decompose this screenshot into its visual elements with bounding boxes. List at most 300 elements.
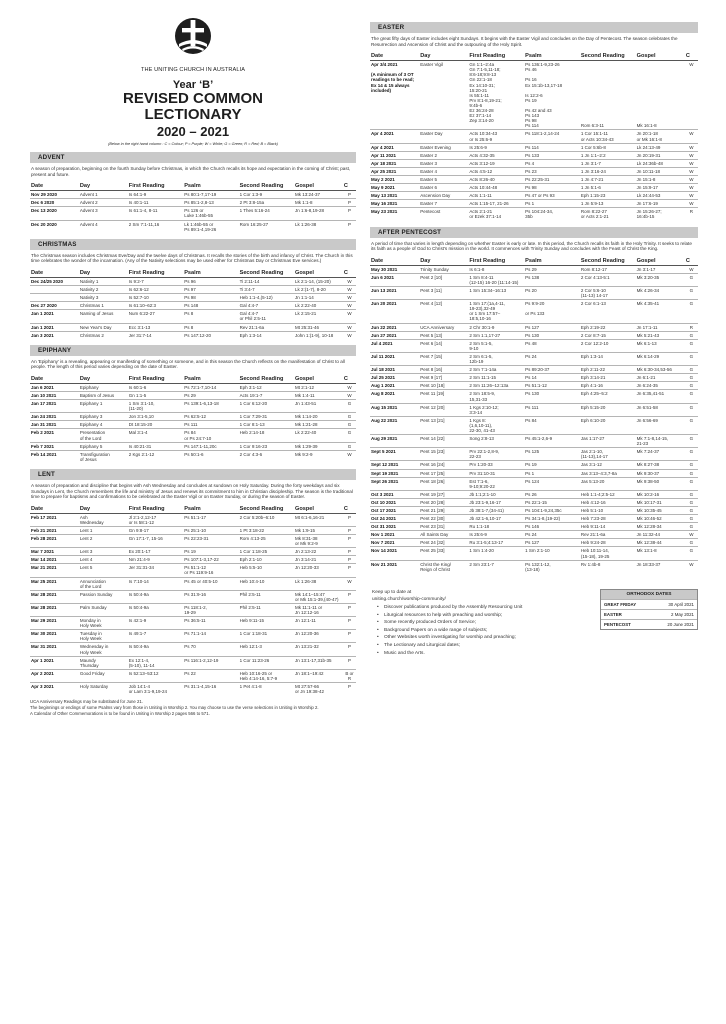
psalm-cell: Ps 9:9-20 or Ps 133 bbox=[524, 300, 580, 323]
first-reading-cell: Ecc 3:1-13 bbox=[128, 323, 183, 331]
column-header-colour: C bbox=[685, 256, 698, 266]
first-reading-cell: Prv 22:1-2,8-9, 22-23 bbox=[468, 448, 524, 461]
colour-cell: W bbox=[685, 151, 698, 159]
psalm-cell: Ps 31:9-16 bbox=[183, 590, 238, 603]
table-row bbox=[30, 310, 356, 323]
colour-cell: W bbox=[343, 286, 356, 294]
second-reading-cell: Gal 4:4-7 or Phil 2:5-11 bbox=[239, 310, 294, 323]
orthodox-row bbox=[601, 599, 697, 609]
gospel-cell: Mk 10:2-16 bbox=[636, 490, 685, 498]
colour-cell: W bbox=[685, 143, 698, 151]
psalm-cell: Ps 114 bbox=[524, 143, 580, 151]
lent-table bbox=[30, 504, 356, 696]
first-reading-cell: Jb 38:1-7,(34-41) bbox=[468, 507, 524, 515]
psalm-cell: Ps 70 bbox=[183, 643, 238, 656]
day-cell: Pent 2 [10] bbox=[419, 273, 468, 286]
day-cell: Pentecost bbox=[419, 208, 468, 221]
psalm-cell: Ps 146 bbox=[524, 523, 580, 531]
day-cell: Advent 3 bbox=[79, 207, 128, 220]
psalm-cell: Ps 85:1-2,8-13 bbox=[183, 199, 238, 207]
date-cell: Oct 10 2021 bbox=[370, 498, 419, 506]
resources-list bbox=[372, 604, 587, 657]
date-cell: Nov 7 2021 bbox=[370, 539, 419, 547]
psalm-cell: Ps 8 bbox=[183, 323, 238, 331]
first-reading-cell: Song 2:8-13 bbox=[468, 435, 524, 448]
day-cell: Pent 13 [21] bbox=[419, 416, 468, 434]
gospel-cell: Lk 2:22-40 bbox=[294, 429, 343, 442]
table-header-row bbox=[370, 256, 698, 266]
psalm-cell: Ps 1 bbox=[524, 469, 580, 477]
day-cell: Pent 8 [16] bbox=[419, 366, 468, 374]
first-reading-cell: Dt 18:15-20 bbox=[128, 421, 183, 429]
day-cell: Ascension Day bbox=[419, 192, 468, 200]
second-reading-cell: Eph 3:14-21 bbox=[580, 374, 636, 382]
first-reading-cell: Is 49:1-7 bbox=[128, 630, 183, 643]
psalm-cell: Ps 130 bbox=[524, 331, 580, 339]
day-cell: Pent 4 [12] bbox=[419, 300, 468, 323]
date-cell: Jan 6 2021 bbox=[30, 383, 79, 391]
column-header-gospel: Gospel bbox=[294, 374, 343, 384]
gospel-cell: Mk 5:21-43 bbox=[636, 331, 685, 339]
date-cell: May 2 2021 bbox=[370, 175, 419, 183]
table-row bbox=[30, 191, 356, 199]
first-reading-cell: Is 50:4-9a bbox=[128, 603, 183, 616]
first-reading-cell: Est 7:1-6, 9-10;9:20-22 bbox=[468, 477, 524, 490]
second-reading-cell: 2 Cor 12:2-10 bbox=[580, 339, 636, 352]
year-range: 2020 – 2021 bbox=[156, 124, 230, 139]
column-header-gospel: Gospel bbox=[294, 268, 343, 278]
gospel-cell: Mk 7:24-37 bbox=[636, 448, 685, 461]
day-cell: Pent 22 [30] bbox=[419, 515, 468, 523]
colour-legend: (Below in the right hand column : C = Colour; P = Purple; W = White; G = Green; R = Red; B = Black) bbox=[108, 142, 278, 146]
colour-cell: G bbox=[343, 400, 356, 413]
date-cell: Jan 31 2021 bbox=[30, 421, 79, 429]
gospel-cell: Mk 9:38-50 bbox=[636, 477, 685, 490]
second-reading-cell: Ti 2:11-14 bbox=[239, 277, 294, 285]
second-reading-cell: Heb 2:14-18 bbox=[239, 429, 294, 442]
second-reading-cell: Rom 8:12-17 bbox=[580, 265, 636, 273]
resource-list-item: • The Lectionary and Liturgical dates; bbox=[384, 642, 587, 650]
psalm-cell: Ps 132:1-12, (13-18) bbox=[524, 560, 580, 573]
first-reading-cell: Is 64:1-9 bbox=[128, 191, 183, 199]
date-cell: Feb 7 2021 bbox=[30, 442, 79, 450]
second-reading-cell: 1 Pt 3:18-22 bbox=[239, 526, 294, 534]
gospel-cell: Lk 1:26-38 bbox=[294, 220, 343, 233]
second-reading-cell: 1 Cor 15:1-11 or Acts 10:34-43 bbox=[580, 130, 636, 143]
table-header-row bbox=[30, 268, 356, 278]
psalm-cell: Ps 98 bbox=[524, 184, 580, 192]
page-title-line2: LECTIONARY bbox=[144, 106, 242, 123]
psalm-cell: Ps 4 bbox=[524, 159, 580, 167]
colour-cell: W bbox=[343, 294, 356, 302]
column-header-first-reading: First Reading bbox=[128, 181, 183, 191]
first-reading-cell: Acts 4:32-35 bbox=[468, 151, 524, 159]
first-reading-cell: 1 Kgs 8: (1,6,10-11), 22-30, 41-43 bbox=[468, 416, 524, 434]
psalm-cell: Ps 84 or Ps 24:7-10 bbox=[183, 429, 238, 442]
gospel-cell: Jn 6:56-69 bbox=[636, 416, 685, 434]
date-cell: Aug 29 2021 bbox=[370, 435, 419, 448]
day-cell: Pent 3 [11] bbox=[419, 287, 468, 300]
colour-cell: G bbox=[685, 507, 698, 515]
table-row bbox=[30, 391, 356, 399]
first-reading-cell: Is 40:21-31 bbox=[128, 442, 183, 450]
day-cell: Pent 24 [32] bbox=[419, 539, 468, 547]
page-title-line1: REVISED COMMON bbox=[122, 90, 263, 107]
column-header-date: Date bbox=[370, 51, 419, 61]
gospel-cell: Mk 3:20-35 bbox=[636, 273, 685, 286]
gospel-cell: Mk 6:30-34,53-56 bbox=[636, 366, 685, 374]
gospel-cell: Mk 6:1-13 bbox=[636, 339, 685, 352]
table-row bbox=[30, 207, 356, 220]
colour-cell: W bbox=[343, 391, 356, 399]
date-cell: Dec 6 2020 bbox=[30, 199, 79, 207]
date-cell: Nov 21 2021 bbox=[370, 560, 419, 573]
epiphany-table bbox=[30, 374, 356, 463]
table-row bbox=[370, 143, 698, 151]
date-cell: Aug 1 2021 bbox=[370, 382, 419, 390]
gospel-cell: Mk 9:30-37 bbox=[636, 469, 685, 477]
first-reading-cell: Acts 8:26-40 bbox=[468, 175, 524, 183]
colour-cell: G bbox=[685, 287, 698, 300]
column-header-day: Day bbox=[419, 256, 468, 266]
day-cell: Epiphany 1 bbox=[79, 400, 128, 413]
first-reading-cell: Mal 3:1-4 bbox=[128, 429, 183, 442]
orthodox-dates-box bbox=[600, 589, 698, 630]
colour-cell: W bbox=[343, 577, 356, 590]
footer-link[interactable]: uniting.church/worship-community/ bbox=[372, 597, 446, 603]
psalm-cell: Ps 147:12-20 bbox=[183, 331, 238, 339]
table-row bbox=[370, 287, 698, 300]
day-cell: Wednesday in Holy Week bbox=[79, 643, 128, 656]
day-cell: Pent 12 [20] bbox=[419, 403, 468, 416]
gospel-cell: Jn 13:1-17,31b-35 bbox=[294, 656, 343, 669]
table-row bbox=[30, 556, 356, 564]
date-cell: Nov 1 2021 bbox=[370, 531, 419, 539]
second-reading-cell: 2 Cor 5:20b–6:10 bbox=[239, 513, 294, 526]
gospel-cell: Mk 6:14-29 bbox=[636, 352, 685, 365]
gospel-cell: Lk 2:1-14, (15-20) bbox=[294, 277, 343, 285]
colour-cell: G bbox=[685, 382, 698, 390]
colour-cell: G bbox=[343, 421, 356, 429]
psalm-cell: Ps 22:25-31 bbox=[524, 175, 580, 183]
psalm-cell: Ps 84 bbox=[524, 416, 580, 434]
colour-cell: W bbox=[343, 302, 356, 310]
note-2: The beginnings or endings of some Psalms vary from those in Uniting in Worship 2. You may choose to use the verse selections in Uniting in Worship 2. bbox=[30, 705, 319, 711]
first-reading-cell: Acts 2:1-21 or Ezek 37:1-14 bbox=[468, 208, 524, 221]
column-header-first-reading: First Reading bbox=[128, 504, 183, 514]
colour-cell: W bbox=[343, 310, 356, 323]
resource-list-item: • Liturgical resources to help with preaching and worship; bbox=[384, 612, 587, 620]
date-cell: Sept 26 2021 bbox=[370, 477, 419, 490]
advent-heading: ADVENT bbox=[30, 152, 356, 163]
table-header-row bbox=[370, 51, 698, 61]
psalm-cell: Lk 1:46b-55 or Ps 89:1-4,19-26 bbox=[183, 220, 238, 233]
gospel-cell: Mk 12:28-34 bbox=[636, 523, 685, 531]
second-reading-cell: Phil 2:5-11 bbox=[239, 603, 294, 616]
first-reading-cell: 1 Sm 3:1-10, (11-20) bbox=[128, 400, 183, 413]
gospel-cell: Lk 24:13-49 bbox=[636, 143, 685, 151]
table-row bbox=[370, 498, 698, 506]
first-reading-cell: 1 Sm 8:4-11 (12-15) 16-20 (11:14-15) bbox=[468, 273, 524, 286]
gospel-cell: Mt 27:57-66 or Jn 19:38-42 bbox=[294, 683, 343, 696]
colour-cell: P bbox=[343, 513, 356, 526]
colour-cell: G bbox=[685, 448, 698, 461]
day-cell: Easter 4 bbox=[419, 167, 468, 175]
gospel-cell: Mt 25:31-46 bbox=[294, 323, 343, 331]
colour-cell: P bbox=[343, 207, 356, 220]
date-cell: Mar 7 2021 bbox=[30, 548, 79, 556]
psalm-cell: Ps 127 bbox=[524, 539, 580, 547]
table-row bbox=[370, 352, 698, 365]
first-reading-cell: Is 61:10–62:3 bbox=[128, 302, 183, 310]
date-cell: Feb 14 2021 bbox=[30, 450, 79, 463]
second-reading-cell: 1 Cor 1:3-9 bbox=[239, 191, 294, 199]
advent-table bbox=[30, 181, 356, 233]
table-row bbox=[370, 331, 698, 339]
date-cell: Jan 10 2021 bbox=[30, 391, 79, 399]
table-row bbox=[30, 617, 356, 630]
table-row bbox=[370, 416, 698, 434]
first-reading-cell: Is 9:2-7 bbox=[128, 277, 183, 285]
second-reading-cell: Eph 3:1-12 bbox=[239, 383, 294, 391]
colour-cell: P bbox=[343, 603, 356, 616]
column-header-colour: C bbox=[343, 268, 356, 278]
date-cell: Sept 19 2021 bbox=[370, 469, 419, 477]
psalm-cell: Ps 125 bbox=[524, 448, 580, 461]
day-cell: Pent 6 [14] bbox=[419, 339, 468, 352]
column-header-date: Date bbox=[370, 256, 419, 266]
day-cell: Ash Wednesday bbox=[79, 513, 128, 526]
uniting-church-logo-icon bbox=[173, 16, 213, 56]
date-cell: Oct 17 2021 bbox=[370, 507, 419, 515]
psalm-cell: Ps 104:24-34, 35b bbox=[524, 208, 580, 221]
second-reading-cell: Eph 1:15-23 bbox=[580, 192, 636, 200]
date-cell: Feb 28 2021 bbox=[30, 534, 79, 547]
second-reading-cell: Acts 19:1-7 bbox=[239, 391, 294, 399]
psalm-cell: Ps 45:1-2,6-9 bbox=[524, 435, 580, 448]
psalm-cell: Ps 80:1-7,17-19 bbox=[183, 191, 238, 199]
gospel-cell: Mk 16:1-8 bbox=[636, 61, 685, 130]
gospel-cell: Mk 7:1-8,14-15, 21-23 bbox=[636, 435, 685, 448]
first-reading-cell: Is 52:13–53:12 bbox=[128, 669, 183, 682]
first-reading-cell: Acts 4:5-12 bbox=[468, 167, 524, 175]
second-reading-cell: Eph 5:15-20 bbox=[580, 403, 636, 416]
second-reading-cell: Jas 5:13-20 bbox=[580, 477, 636, 490]
first-reading-cell: 2 Sm 11:1-15 bbox=[468, 374, 524, 382]
colour-cell: W bbox=[685, 167, 698, 175]
column-header-psalm: Psalm bbox=[524, 51, 580, 61]
psalm-cell: Ps 133 bbox=[524, 151, 580, 159]
psalm-cell: Ps 130 bbox=[524, 390, 580, 403]
gospel-cell: Jn 12:20-33 bbox=[294, 564, 343, 577]
day-cell: Easter Evening bbox=[419, 143, 468, 151]
gospel-cell: Mk 10:46-52 bbox=[636, 515, 685, 523]
second-reading-cell: Eph 1:3-14 bbox=[239, 331, 294, 339]
colour-cell: G bbox=[685, 352, 698, 365]
date-cell: May 23 2021 bbox=[370, 208, 419, 221]
table-row bbox=[370, 374, 698, 382]
note-1: UCA Anniversary Readings may be substituted for June 21. bbox=[30, 699, 143, 705]
second-reading-cell: 1 Jn 5:1-6 bbox=[580, 184, 636, 192]
after-pentecost-description: A period of time that varies in length depending on whether Easter is early or late. In this period, the Church recalls its faith in the Holy Trinity. It seeks to relate its faith as a people of God to Christ's mission in the world. It commences with Trinity Sunday and concludes with the Feast of Christ the King. bbox=[371, 240, 692, 252]
first-reading-cell: Jon 3:1-5,10 bbox=[128, 413, 183, 421]
date-cell: Mar 14 2021 bbox=[30, 556, 79, 564]
date-cell: Dec 13 2020 bbox=[30, 207, 79, 220]
colour-cell: G bbox=[685, 339, 698, 352]
day-cell: Advent 4 bbox=[79, 220, 128, 233]
column-header-second-reading: Second Reading bbox=[580, 256, 636, 266]
second-reading-cell: Jas 2:1-10, (11-13),14-17 bbox=[580, 448, 636, 461]
day-cell: Easter Vigil bbox=[419, 61, 468, 130]
colour-cell: P bbox=[343, 683, 356, 696]
date-cell: Mar 28 2021 bbox=[30, 590, 79, 603]
table-row bbox=[370, 339, 698, 352]
gospel-cell: Jn 15:1-8 bbox=[636, 175, 685, 183]
gospel-cell: Jn 6:51-58 bbox=[636, 403, 685, 416]
date-cell: Jun 6 2021 bbox=[370, 273, 419, 286]
table-row bbox=[30, 669, 356, 682]
first-reading-cell: Is 7:10-14 bbox=[128, 577, 183, 590]
day-cell: Easter 7 bbox=[419, 200, 468, 208]
date-cell: Oct 3 2021 bbox=[370, 490, 419, 498]
day-cell: Pent 14 [22] bbox=[419, 435, 468, 448]
table-row bbox=[370, 130, 698, 143]
psalm-cell: Ps 118:1-2,14-24 bbox=[524, 130, 580, 143]
table-row bbox=[30, 383, 356, 391]
psalm-cell: Ps 24 bbox=[524, 531, 580, 539]
day-cell: Pent 20 [28] bbox=[419, 498, 468, 506]
gospel-cell: Jn 6:35,41-51 bbox=[636, 390, 685, 403]
first-reading-cell: Jer 31:31-34 bbox=[128, 564, 183, 577]
colour-cell: P bbox=[343, 656, 356, 669]
psalm-cell: Ps 50:1-6 bbox=[183, 450, 238, 463]
right-column bbox=[370, 16, 698, 699]
table-row bbox=[370, 390, 698, 403]
date-cell: Apr 3 2021 bbox=[30, 683, 79, 696]
date-cell: Jun 27 2021 bbox=[370, 331, 419, 339]
table-row bbox=[30, 603, 356, 616]
psalm-cell: Ps 148 bbox=[183, 302, 238, 310]
psalm-cell: Ps 104:1-9,24,35c bbox=[524, 507, 580, 515]
second-reading-cell: Rom 8:22-27 or Acts 2:1-21 bbox=[580, 208, 636, 221]
first-reading-cell: 1 Sm 17:(1a,4-11, 19-23),32-49 or 1 Sm 17:57– 18:5,10-16 bbox=[468, 300, 524, 323]
second-reading-cell: Heb 5:5-10 bbox=[239, 564, 294, 577]
colour-cell: W bbox=[685, 61, 698, 130]
epiphany-description: An 'Epiphany' is a revealing, appearing or manifesting of something or someone, and in this season the Church reflects on the manifestation of Christ to all people. The length of this period varies depending on the date of Easter. bbox=[31, 358, 345, 370]
colour-cell: W bbox=[343, 450, 356, 463]
gospel-cell: Lk 2:15-21 bbox=[294, 310, 343, 323]
gospel-cell: Jn 13:21-32 bbox=[294, 643, 343, 656]
table-row bbox=[370, 200, 698, 208]
first-reading-cell: Ex 12:1-4, (5-10), 11-14 bbox=[128, 656, 183, 669]
date-cell: Aug 15 2021 bbox=[370, 403, 419, 416]
gospel-cell: Mk 1:1-8 bbox=[294, 199, 343, 207]
colour-cell: P bbox=[343, 534, 356, 547]
first-reading-cell: Jer 31:7-14 bbox=[128, 331, 183, 339]
column-header-second-reading: Second Reading bbox=[239, 181, 294, 191]
colour-cell: G bbox=[685, 469, 698, 477]
after-pentecost-table bbox=[370, 256, 698, 573]
gospel-cell: Mk 13:1-8 bbox=[636, 547, 685, 560]
table-row bbox=[30, 413, 356, 421]
date-cell bbox=[30, 286, 79, 294]
date-cell: Apr 4 2021 bbox=[370, 130, 419, 143]
table-row bbox=[30, 294, 356, 302]
first-reading-cell: 1 Sm 15:34–16:13 bbox=[468, 287, 524, 300]
table-row bbox=[370, 560, 698, 573]
date-cell: Jan 17 2021 bbox=[30, 400, 79, 413]
table-row bbox=[370, 192, 698, 200]
second-reading-cell: 2 Cor 5:6-10 (11-13) 14-17 bbox=[580, 287, 636, 300]
orthodox-label: PENTECOST bbox=[604, 621, 631, 627]
orthodox-row bbox=[601, 619, 697, 629]
first-reading-cell: Num 6:22-27 bbox=[128, 310, 183, 323]
second-reading-cell: 1 Pet 4:1-8 bbox=[239, 683, 294, 696]
psalm-cell: Ps 34:1-8,(19-22) bbox=[524, 515, 580, 523]
second-reading-cell: Eph 4:25–5:2 bbox=[580, 390, 636, 403]
day-cell: Easter 3 bbox=[419, 159, 468, 167]
column-header-day: Day bbox=[79, 374, 128, 384]
psalm-cell: Ps 31:1-4,15-16 bbox=[183, 683, 238, 696]
column-header-gospel: Gospel bbox=[294, 504, 343, 514]
day-cell: Baptism of Jesus bbox=[79, 391, 128, 399]
day-cell: Pent 10 [18] bbox=[419, 382, 468, 390]
date-cell: Oct 24 2021 bbox=[370, 515, 419, 523]
day-cell: New Year's Day bbox=[79, 323, 128, 331]
table-row bbox=[30, 590, 356, 603]
second-reading-cell: Jas 3:1-12 bbox=[580, 461, 636, 469]
psalm-cell: Ps 51:1-12 or Ps 119:9-16 bbox=[183, 564, 238, 577]
table-row bbox=[30, 526, 356, 534]
day-cell: Palm Sunday bbox=[79, 603, 128, 616]
psalm-cell: Ps 45 or 40:5-10 bbox=[183, 577, 238, 590]
day-cell: Easter 6 bbox=[419, 184, 468, 192]
psalm-cell: Ps 26 bbox=[524, 490, 580, 498]
column-header-second-reading: Second Reading bbox=[580, 51, 636, 61]
first-reading-cell: Ru 3:1-5;4:13-17 bbox=[468, 539, 524, 547]
date-cell: Apr 2 2021 bbox=[30, 669, 79, 682]
table-header-row bbox=[30, 504, 356, 514]
colour-cell: W bbox=[343, 277, 356, 285]
day-cell: Tuesday in Holy Week bbox=[79, 630, 128, 643]
footer bbox=[370, 589, 698, 699]
column-header-second-reading: Second Reading bbox=[239, 374, 294, 384]
colour-cell: P bbox=[343, 220, 356, 233]
colour-cell: P bbox=[343, 199, 356, 207]
psalm-cell: Ps 111 bbox=[524, 403, 580, 416]
second-reading-cell: 1 Cor 5:6b-8 bbox=[580, 143, 636, 151]
psalm-cell: Ps 29 bbox=[524, 265, 580, 273]
second-reading-cell: 2 Cor 4:13-5:1 bbox=[580, 273, 636, 286]
gospel-cell: Mk 14:1–15:47 or Mk 15:1-39,(40-47) bbox=[294, 590, 343, 603]
day-cell: Passion Sunday bbox=[79, 590, 128, 603]
day-cell: Lent 4 bbox=[79, 556, 128, 564]
second-reading-cell: Heb 9:11-15 bbox=[239, 617, 294, 630]
table-row bbox=[370, 167, 698, 175]
colour-cell: G bbox=[343, 429, 356, 442]
table-row bbox=[30, 302, 356, 310]
first-reading-cell: Is 52:7-10 bbox=[128, 294, 183, 302]
date-cell: Dec 24/25 2020 bbox=[30, 277, 79, 285]
first-reading-cell: Prv 31:10-31 bbox=[468, 469, 524, 477]
psalm-cell: Ps 47 or Ps 93 bbox=[524, 192, 580, 200]
column-header-date: Date bbox=[30, 504, 79, 514]
day-cell: Easter 5 bbox=[419, 175, 468, 183]
table-row bbox=[30, 656, 356, 669]
first-reading-cell: Is 50:4-9a bbox=[128, 590, 183, 603]
advent-description: A season of preparation, beginning on the fourth Sunday before Christmas, in which the Church recalls its hope and expectation in the coming of Christ; past, present and future. bbox=[31, 166, 351, 177]
table-row bbox=[30, 450, 356, 463]
